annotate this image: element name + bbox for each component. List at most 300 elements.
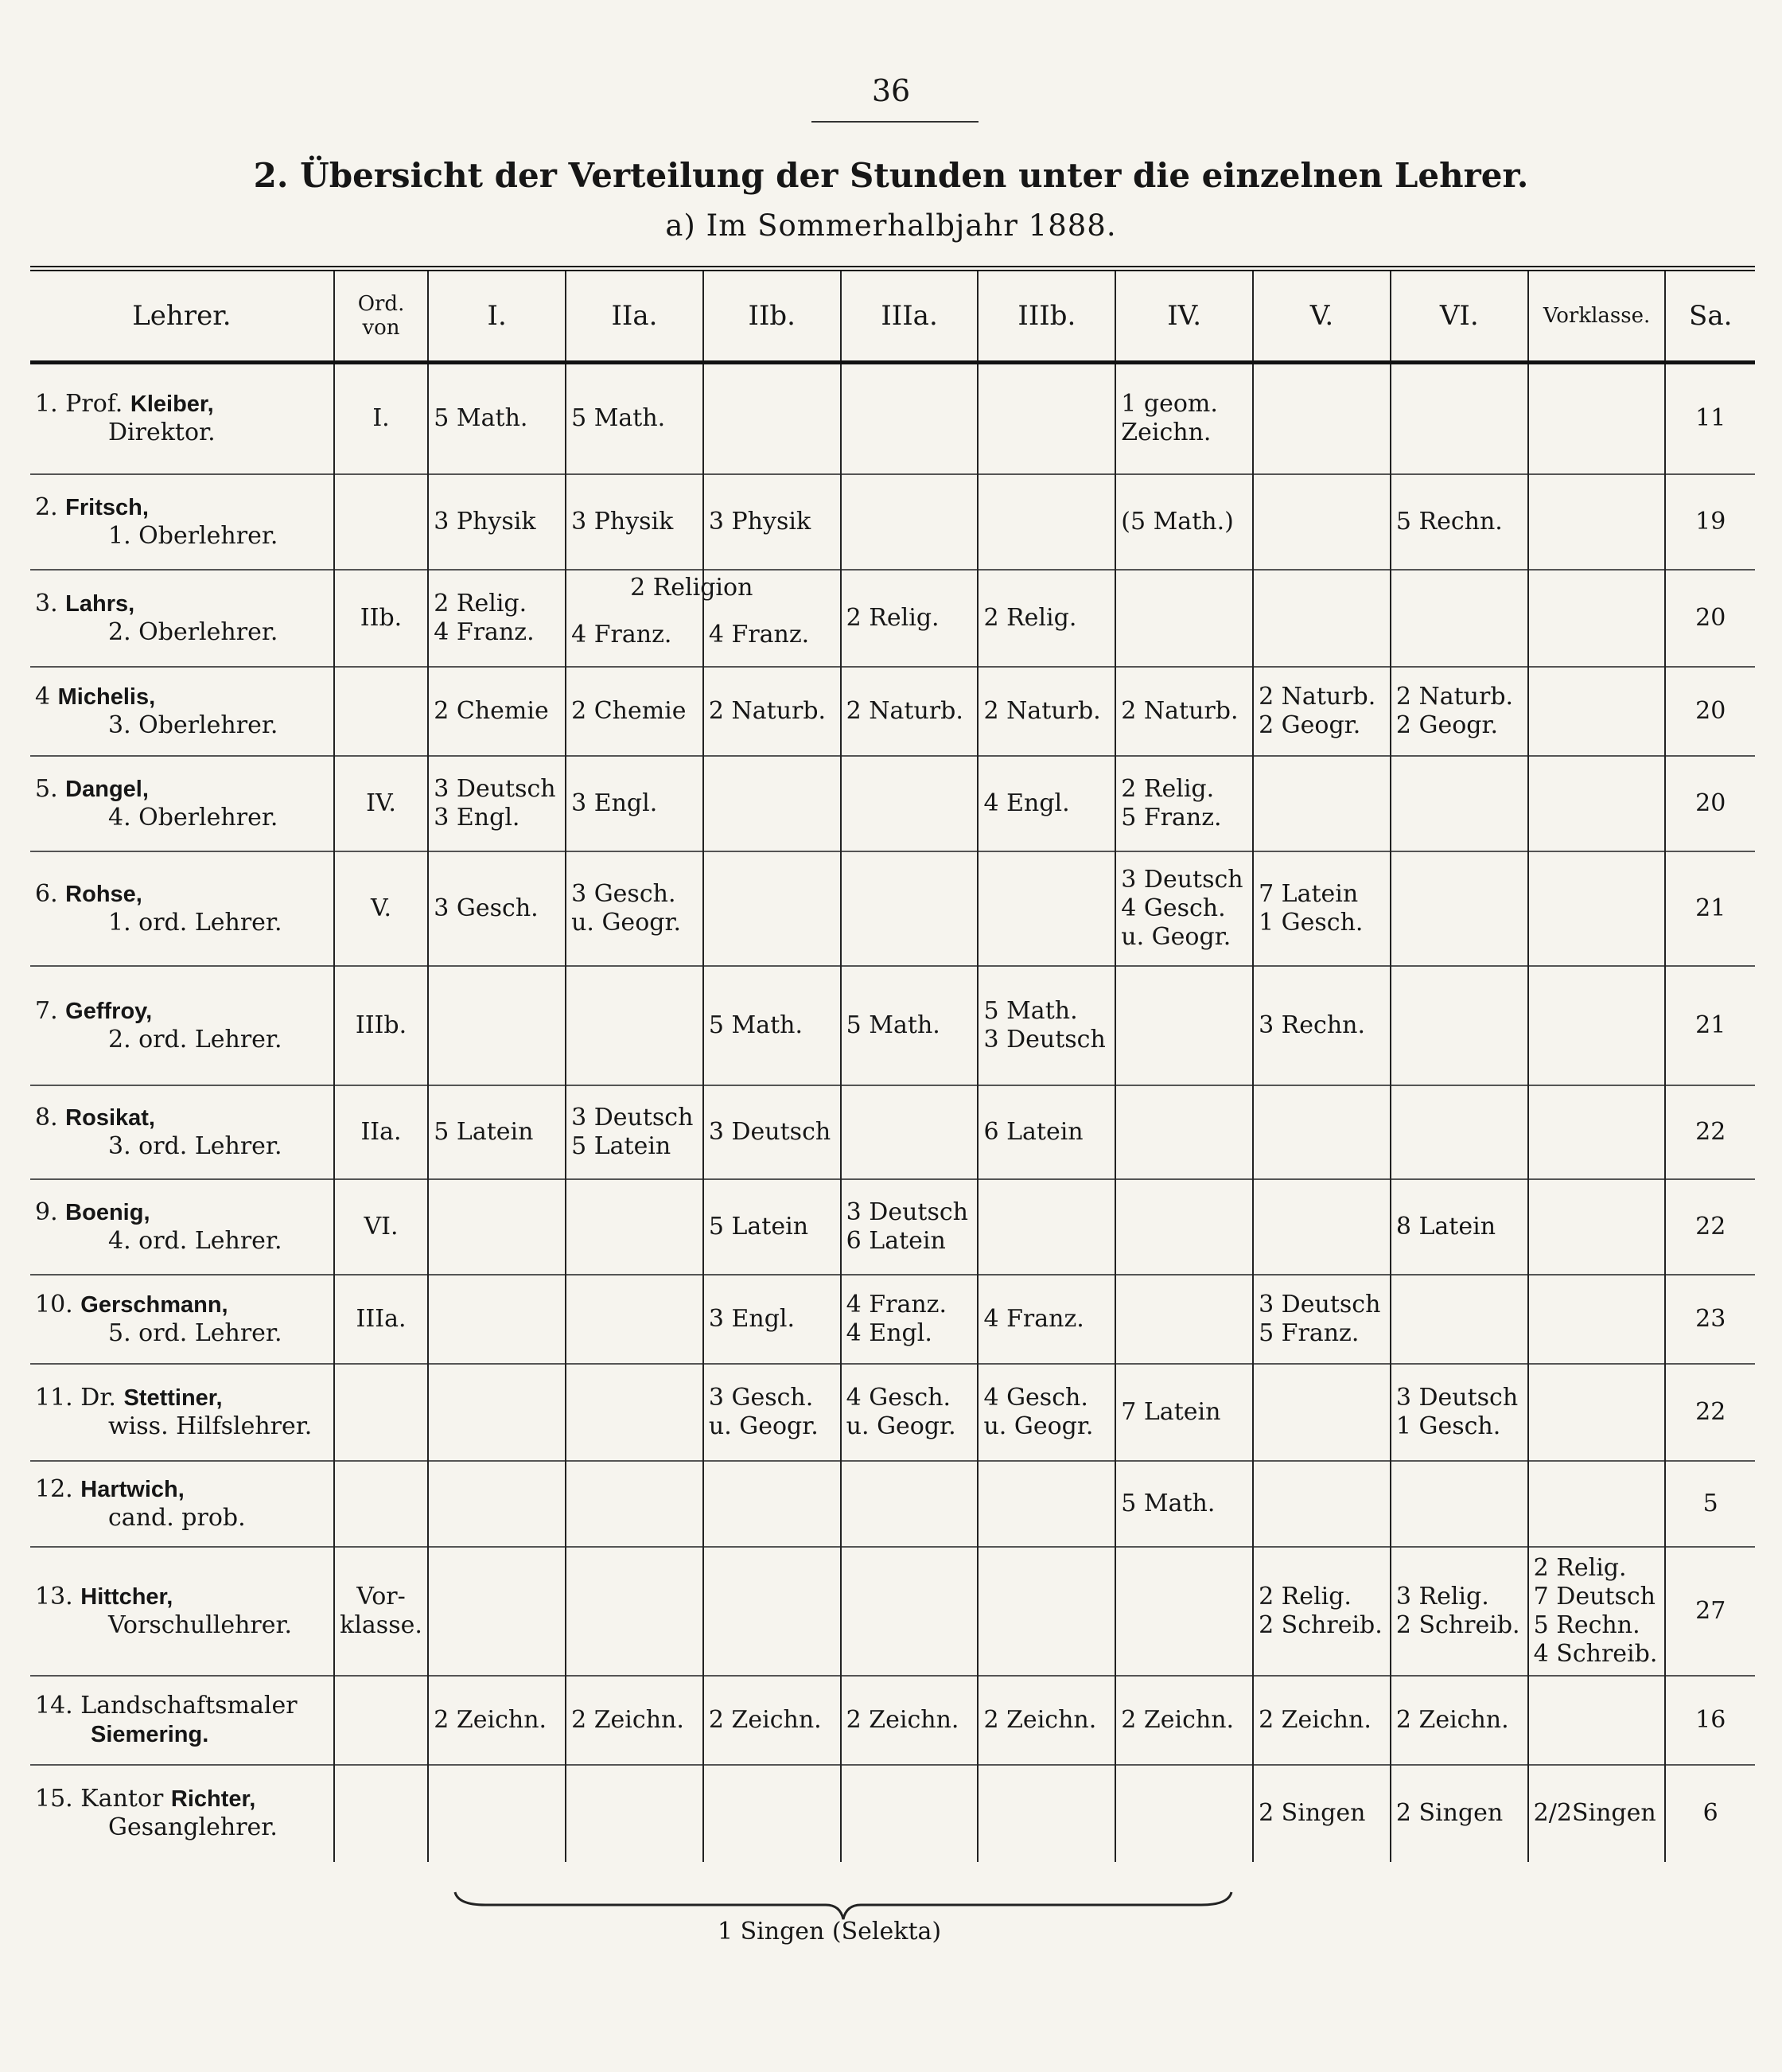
teacher-name: Richter, (170, 1786, 256, 1812)
teacher-line (35, 1384, 223, 1412)
hours-cell-2 (566, 851, 703, 966)
hours-cell-7 (1253, 667, 1391, 756)
ordinarius-cell: Vor- klasse. (334, 1547, 429, 1676)
selekta-label: 1 Singen (Selekta) (718, 1918, 942, 1945)
hours-cell-4 (841, 363, 979, 474)
hours-cell-3 (703, 1179, 841, 1275)
teacher-name: Stettiner, (123, 1385, 223, 1411)
hours-cell-4 (841, 1275, 979, 1364)
hours-text: 2/2Singen (1533, 1799, 1656, 1827)
teacher-cell (30, 1765, 334, 1862)
teacher-rank: Direktor. (108, 419, 216, 447)
hours-cell-6 (1115, 966, 1253, 1085)
header-sum: Sa. (1665, 269, 1755, 363)
page-subtitle: a) Im Sommerhalbjahr 1888. (665, 208, 1117, 243)
hours-text: 2 Zeichn. (708, 1705, 822, 1734)
hours-cell-8 (1391, 1765, 1528, 1862)
hours-cell-9 (1528, 1085, 1666, 1179)
hours-cell-4 (841, 851, 979, 966)
sum-cell: 23 (1665, 1275, 1755, 1364)
hours-text: 3 Gesch. u. Geogr. (571, 879, 682, 937)
sum-cell: 16 (1665, 1676, 1755, 1765)
hours-text: 2 Naturb. 2 Geogr. (1259, 682, 1376, 739)
hours-cell-8 (1391, 363, 1528, 474)
hours-text: 3 Deutsch (708, 1117, 831, 1146)
hours-cell-8 (1391, 1085, 1528, 1179)
hours-cell-5 (978, 667, 1115, 756)
teacher-rank: 4. ord. Lehrer. (108, 1226, 282, 1255)
hours-cell-1 (428, 966, 566, 1085)
hours-text: 4 Gesch. u. Geogr. (983, 1383, 1094, 1440)
hours-cell-2 (566, 1364, 703, 1461)
hours-text: 2 Relig. 4 Franz. (434, 589, 535, 646)
hours-cell-7 (1253, 570, 1391, 667)
hours-cell-7 (1253, 1676, 1391, 1765)
hours-cell-5 (978, 1765, 1115, 1862)
hours-cell-4 (841, 756, 979, 851)
hours-cell-1 (428, 851, 566, 966)
teacher-rank: 2. Oberlehrer. (108, 617, 278, 646)
teacher-name: Siemering. (91, 1721, 209, 1747)
hours-cell-2 (566, 966, 703, 1085)
hours-cell-5 (978, 1461, 1115, 1547)
hours-cell-8 (1391, 1547, 1528, 1676)
teacher-prefix: Prof. (65, 390, 123, 419)
hours-cell-7 (1253, 1765, 1391, 1862)
hours-cell-9 (1528, 1765, 1666, 1862)
teacher-rank: 3. ord. Lehrer. (108, 1131, 282, 1160)
teacher-rank: 1. Oberlehrer. (108, 521, 278, 550)
hours-cell-6 (1115, 1547, 1253, 1676)
table-body (30, 363, 1755, 1862)
table-row (30, 851, 1755, 966)
teacher-line (35, 997, 152, 1025)
hours-cell-8 (1391, 1676, 1528, 1765)
teacher-line (35, 880, 142, 908)
hours-cell-6 (1115, 1676, 1253, 1765)
teacher-cell (30, 1275, 334, 1364)
ordinarius-cell: VI. (334, 1179, 429, 1275)
hours-cell-5 (978, 363, 1115, 474)
teacher-cell (30, 1085, 334, 1179)
hours-text: 2 Relig. 2 Schreib. (1259, 1582, 1383, 1639)
hours-cell-6 (1115, 1364, 1253, 1461)
hours-cell-6 (1115, 851, 1253, 966)
hours-cell-4 (841, 474, 979, 570)
hours-text: 5 Math. (1121, 1489, 1216, 1517)
hours-cell-1 (428, 1275, 566, 1364)
table-row (30, 1275, 1755, 1364)
hours-text: 4 Franz. (571, 620, 672, 648)
hours-text: 2 Relig. (983, 603, 1077, 632)
hours-text: 3 Relig. 2 Schreib. (1395, 1582, 1520, 1639)
hours-cell-1 (428, 363, 566, 474)
hours-cell-3 (703, 851, 841, 966)
hours-cell-5 (978, 1085, 1115, 1179)
teacher-name: Kleiber, (130, 391, 214, 418)
ordinarius-cell (334, 1765, 429, 1862)
teacher-rank: 5. ord. Lehrer. (108, 1318, 282, 1347)
hours-cell-5 (978, 1676, 1115, 1765)
teacher-line (35, 1104, 155, 1131)
hours-text: (5 Math.) (1121, 507, 1234, 536)
teacher-name: Michelis, (57, 684, 156, 710)
teacher-line (35, 590, 134, 617)
header-class-8: VI. (1391, 269, 1528, 363)
hours-cell-2 (566, 363, 703, 474)
hours-text: 2 Zeichn. (846, 1705, 959, 1734)
teacher-number: 15. (35, 1785, 73, 1813)
hours-cell-2 (566, 570, 753, 667)
header-ord-top: Ord. (357, 292, 405, 316)
teacher-name: Rosikat, (65, 1104, 155, 1131)
hours-cell-8 (1391, 851, 1528, 966)
hours-cell-2 (566, 667, 703, 756)
hours-cell-2 (566, 1461, 703, 1547)
hours-text: 8 Latein (1395, 1212, 1496, 1240)
teacher-cell (30, 570, 334, 667)
hours-cell-5 (978, 474, 1115, 570)
hours-cell-6 (1115, 1085, 1253, 1179)
teacher-rank: cand. prob. (108, 1503, 246, 1532)
hours-cell-9 (1528, 1179, 1666, 1275)
hours-text: 4 Engl. (983, 789, 1070, 817)
teacher-name-line (35, 1720, 329, 1749)
hours-text: 5 Latein (434, 1117, 534, 1146)
hours-cell-4 (841, 667, 979, 756)
hours-cell-9 (1528, 1364, 1666, 1461)
hours-cell-8 (1391, 756, 1528, 851)
hours-cell-1 (428, 667, 566, 756)
hours-cell-7 (1253, 1461, 1391, 1547)
header-class-4: IIIa. (841, 269, 979, 363)
teacher-cell (30, 1364, 334, 1461)
hours-cell-3 (703, 1275, 841, 1364)
hours-cell-5 (978, 1547, 1115, 1676)
hours-cell-9 (1528, 363, 1666, 474)
hours-cell-4 (841, 1179, 979, 1275)
hours-text: 3 Deutsch 5 Franz. (1259, 1290, 1381, 1347)
header-ord-bottom: von (362, 316, 400, 340)
teacher-number: 8. (35, 1103, 58, 1131)
teacher-number: 10. (35, 1290, 73, 1318)
header-class-1: I. (428, 269, 566, 363)
table-header-row (30, 269, 1755, 363)
hours-cell-5 (978, 966, 1115, 1085)
hours-cell-6 (1115, 1275, 1253, 1364)
hours-cell-4 (841, 1765, 979, 1862)
hours-text: 3 Deutsch 4 Gesch. u. Geogr. (1121, 865, 1243, 951)
hours-cell-2 (566, 1179, 703, 1275)
hours-cell-5 (978, 1179, 1115, 1275)
teacher-rank: 4. Oberlehrer. (108, 803, 278, 832)
teacher-cell (30, 667, 334, 756)
table-row (30, 363, 1755, 474)
teacher-cell (30, 1461, 334, 1547)
hours-text: 4 Franz. (983, 1304, 1084, 1333)
hours-cell-6 (1115, 474, 1253, 570)
hours-text: 2 Naturb. 2 Geogr. (1395, 682, 1514, 739)
teacher-rank: Vorschullehrer. (108, 1610, 293, 1639)
hours-cell-8 (1391, 1461, 1528, 1547)
table-row (30, 1085, 1755, 1179)
teacher-number: 7. (35, 996, 58, 1025)
hours-text: 2 Singen (1259, 1799, 1366, 1827)
hours-cell-9 (1528, 756, 1666, 851)
hours-cell-3 (703, 1085, 841, 1179)
teacher-cell (30, 1547, 334, 1676)
teacher-line (35, 683, 155, 711)
hours-cell-2 (566, 474, 703, 570)
hours-cell-6 (1115, 667, 1253, 756)
hours-cell-6 (1115, 1179, 1253, 1275)
hours-cell-6 (1115, 570, 1253, 667)
hours-text: 2 Naturb. (708, 696, 827, 725)
teacher-number: 3. (35, 589, 58, 617)
hours-cell-5 (978, 756, 1115, 851)
hours-cell-5 (978, 1364, 1115, 1461)
table-row (30, 1461, 1755, 1547)
hours-cell-6 (1115, 363, 1253, 474)
hours-cell-2 (566, 1547, 703, 1676)
hours-cell-7 (1253, 474, 1391, 570)
sum-cell: 22 (1665, 1085, 1755, 1179)
teacher-line (35, 493, 149, 521)
teacher-cell (30, 363, 334, 474)
teacher-cell (30, 756, 334, 851)
ordinarius-cell: IIIa. (334, 1275, 429, 1364)
hours-text: 4 Franz. (708, 620, 810, 648)
hours-cell-3 (703, 1765, 841, 1862)
hours-cell-1 (428, 1085, 566, 1179)
hours-text: 5 Latein (708, 1212, 809, 1240)
teacher-number: 1. (35, 390, 58, 419)
ordinarius-cell (334, 1676, 429, 1765)
hours-text: 3 Rechn. (1259, 1011, 1366, 1039)
teacher-line (35, 1198, 150, 1226)
hours-cell-4 (841, 1364, 979, 1461)
header-class-6: IV. (1115, 269, 1253, 363)
sum-cell: 19 (1665, 474, 1755, 570)
hours-cell-9 (1528, 851, 1666, 966)
ordinarius-cell (334, 1364, 429, 1461)
hours-text: 5 Rechn. (1395, 507, 1503, 536)
hours-text: 2 Zeichn. (1395, 1705, 1509, 1734)
hours-cell-3 (703, 1364, 841, 1461)
sum-cell: 5 (1665, 1461, 1755, 1547)
teacher-cell (30, 1179, 334, 1275)
hours-cell-7 (1253, 756, 1391, 851)
sum-cell: 22 (1665, 1179, 1755, 1275)
hours-cell-8 (1391, 1275, 1528, 1364)
hours-text: 2 Naturb. (983, 696, 1101, 725)
hours-cell-7 (1253, 1085, 1391, 1179)
hours-cell-3 (703, 474, 841, 570)
page-number: 36 (871, 73, 911, 108)
hours-cell-1 (428, 1461, 566, 1547)
hours-cell-1 (428, 756, 566, 851)
religion-combined-label: 2 Religion (630, 573, 753, 602)
teacher-name: Hittcher, (80, 1583, 173, 1610)
hours-cell-7 (1253, 851, 1391, 966)
table-row (30, 1547, 1755, 1676)
teacher-name: Dangel, (65, 776, 149, 802)
hours-cell-7 (1253, 966, 1391, 1085)
hours-text: 3 Gesch. u. Geogr. (708, 1383, 819, 1440)
hours-text: 1 geom. Zeichn. (1121, 390, 1218, 447)
hours-cell-1 (428, 1179, 566, 1275)
hours-cell-8 (1391, 474, 1528, 570)
hours-text: 3 Engl. (571, 789, 658, 817)
hours-cell-1 (428, 1676, 566, 1765)
hours-text: 3 Gesch. (434, 894, 539, 922)
teacher-line (35, 390, 214, 418)
sum-cell: 20 (1665, 667, 1755, 756)
hours-text: 2 Singen (1395, 1799, 1504, 1827)
selekta-brace (453, 1889, 1233, 1921)
teacher-number: 12. (35, 1474, 73, 1503)
table-row (30, 756, 1755, 851)
hours-cell-9 (1528, 667, 1666, 756)
sum-cell: 22 (1665, 1364, 1755, 1461)
hours-cell-4 (841, 966, 979, 1085)
hours-cell-5 (978, 851, 1115, 966)
hours-text: 2 Zeichn. (983, 1705, 1097, 1734)
teacher-number: 11. (35, 1383, 73, 1412)
teacher-rank: 3. Oberlehrer. (108, 711, 278, 739)
teacher-number: 13. (35, 1582, 73, 1610)
ordinarius-cell (334, 667, 429, 756)
hours-cell-8 (1391, 570, 1528, 667)
teacher-prefix: Dr. (80, 1383, 116, 1412)
hours-text: 7 Latein (1121, 1397, 1221, 1426)
hours-text: 6 Latein (983, 1117, 1084, 1146)
table-row (30, 1676, 1755, 1765)
hours-cell-3 (703, 667, 841, 756)
hours-cell-9 (1528, 1275, 1666, 1364)
hours-cell-4 (841, 1085, 979, 1179)
teacher-name: Geffroy, (65, 998, 153, 1024)
table-row (30, 1765, 1755, 1862)
hours-text: 3 Engl. (708, 1304, 796, 1333)
teacher-number: 5. (35, 774, 58, 803)
hours-text: 4 Franz. 4 Engl. (846, 1290, 947, 1347)
hours-cell-9 (1528, 570, 1666, 667)
header-class-7: V. (1253, 269, 1391, 363)
hours-cell-2 (566, 1765, 703, 1862)
hours-cell-5 (978, 570, 1115, 667)
teacher-number: 6. (35, 879, 58, 908)
sum-cell: 6 (1665, 1765, 1755, 1862)
teacher-line (35, 775, 149, 803)
teacher-line (35, 1583, 173, 1610)
hours-cell-9 (1528, 474, 1666, 570)
hours-cell-3 (703, 1547, 841, 1676)
hours-text: 7 Latein 1 Gesch. (1259, 879, 1364, 937)
hours-text: 2 Zeichn. (571, 1705, 684, 1734)
hours-text: 2 Relig. 7 Deutsch 5 Rechn. 4 Schreib. (1533, 1553, 1658, 1668)
table-row (30, 1364, 1755, 1461)
teacher-rank: 1. ord. Lehrer. (108, 908, 282, 937)
ordinarius-cell: I. (334, 363, 429, 474)
sum-cell: 11 (1665, 363, 1755, 474)
hours-text: 2 Chemie (571, 696, 687, 725)
ordinarius-cell: IIa. (334, 1085, 429, 1179)
ordinarius-cell: IV. (334, 756, 429, 851)
hours-text: 3 Deutsch 5 Latein (571, 1103, 694, 1160)
teacher-rank: wiss. Hilfslehrer. (108, 1412, 313, 1440)
teacher-rank: Gesanglehrer. (108, 1813, 278, 1841)
hours-text: 3 Deutsch 1 Gesch. (1395, 1383, 1519, 1440)
table-row (30, 667, 1755, 756)
teacher-number: 2. (35, 493, 58, 521)
hours-text: 5 Math. 3 Deutsch (983, 996, 1106, 1054)
hours-text: 3 Physik (434, 507, 536, 536)
hours-text: 2 Zeichn. (434, 1705, 547, 1734)
hours-cell-6 (1115, 756, 1253, 851)
hours-cell-7 (1253, 1275, 1391, 1364)
teacher-name: Lahrs, (65, 590, 135, 617)
hours-cell-1 (428, 1547, 566, 1676)
hours-cell-3 (703, 363, 841, 474)
hours-cell-2 (566, 1676, 703, 1765)
hours-text: 2 Chemie (434, 696, 549, 725)
hours-cell-2 (566, 1085, 703, 1179)
hours-cell-2 (566, 756, 703, 851)
hours-cell-9 (1528, 1547, 1666, 1676)
header-ord (334, 269, 429, 363)
hours-cell-6 (1115, 1461, 1253, 1547)
hours-cell-2 (566, 1275, 703, 1364)
hours-cell-4 (841, 1676, 979, 1765)
hours-text: 5 Math. (434, 404, 528, 433)
hours-cell-7 (1253, 363, 1391, 474)
teacher-cell (30, 851, 334, 966)
sum-cell: 27 (1665, 1547, 1755, 1676)
hours-text: 2 Naturb. (846, 696, 963, 725)
teacher-number: 9. (35, 1198, 58, 1226)
hours-cell-3 (703, 1461, 841, 1547)
teacher-cell (30, 474, 334, 570)
hours-cell-6 (1115, 1765, 1253, 1862)
hours-text: 2 Relig. (846, 603, 940, 632)
sum-cell: 20 (1665, 570, 1755, 667)
ordinarius-cell: V. (334, 851, 429, 966)
hours-cell-9 (1528, 966, 1666, 1085)
hours-cell-7 (1253, 1547, 1391, 1676)
teacher-line (35, 1475, 185, 1503)
hours-cell-4 (841, 1461, 979, 1547)
hours-text: 5 Math. (571, 404, 666, 433)
hours-cell-7 (1253, 1364, 1391, 1461)
hours-cell-8 (1391, 1179, 1528, 1275)
hours-cell-8 (1391, 966, 1528, 1085)
ordinarius-cell (334, 474, 429, 570)
hours-cell-1 (428, 1765, 566, 1862)
hours-text: 2 Relig. 5 Franz. (1121, 774, 1222, 832)
teacher-name: Hartwich, (80, 1476, 185, 1502)
header-class-5: IIIb. (978, 269, 1115, 363)
teacher-name: Gerschmann, (80, 1291, 228, 1318)
hours-text: 4 Gesch. u. Geogr. (846, 1383, 956, 1440)
header-lehrer: Lehrer. (30, 269, 334, 363)
teacher-line (35, 1692, 298, 1720)
hours-text: 2 Zeichn. (1121, 1705, 1235, 1734)
sum-cell: 20 (1665, 756, 1755, 851)
page-title: 2. Übersicht der Verteilung der Stunden unter die einzelnen Lehrer. (253, 156, 1529, 195)
teacher-number: 14. (35, 1691, 73, 1720)
hours-cell-3 (703, 756, 841, 851)
